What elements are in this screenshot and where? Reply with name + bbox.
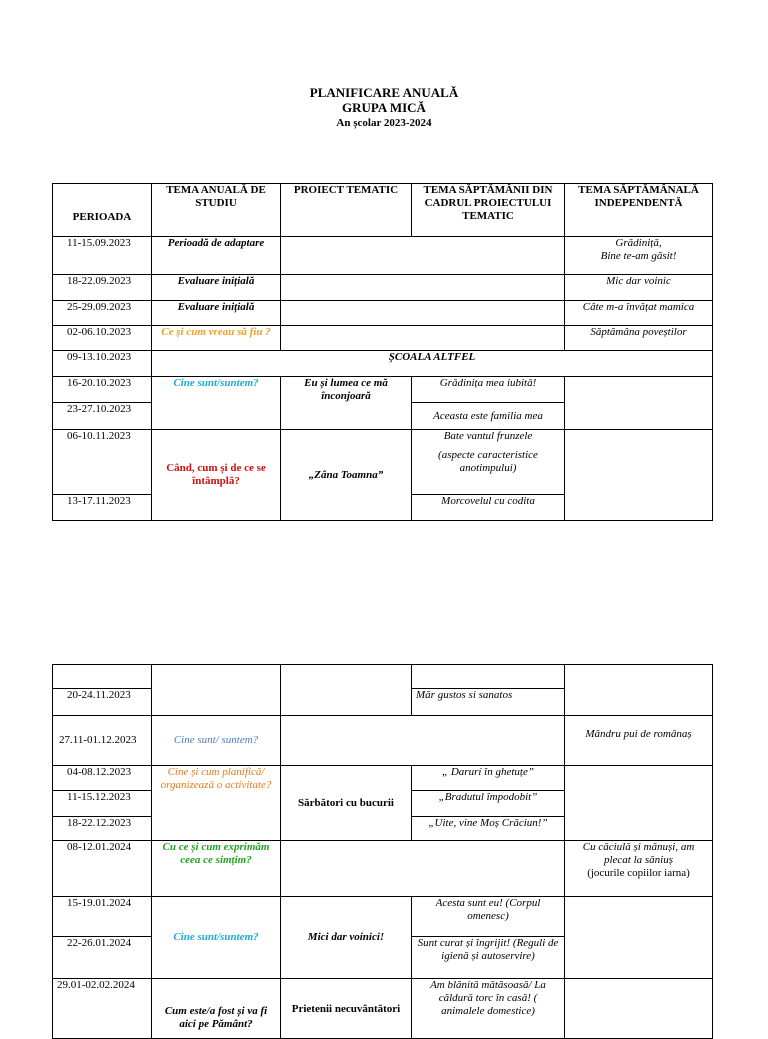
period-cell: 18-22.09.2023 (53, 275, 152, 301)
planning-table-2 (52, 664, 713, 1039)
table-row (53, 897, 713, 937)
independent-theme-line: Grădiniță, (615, 237, 662, 249)
school-year: An școlar 2023-2024 (336, 117, 432, 129)
week-theme-cell: Am blănită mătăsoasă/ La căldură torc în casă! ( animalele domestice) (412, 979, 565, 1039)
empty-cell (152, 665, 281, 716)
annual-theme-cell: Când, cum și de ce se întâmplă? (152, 430, 281, 521)
annual-theme-cell: Cu ce și cum exprimăm ceea ce simțim? (152, 841, 281, 897)
table-row (53, 301, 713, 326)
header-annual-theme: TEMA ANUALĂ DE STUDIU (152, 184, 281, 237)
header-period: PERIOADA (53, 184, 152, 237)
annual-theme-cell: Cum este/a fost și va fi aici pe Pământ? (152, 979, 281, 1039)
table-row (53, 979, 713, 1039)
annual-theme-cell: Cine sunt/suntem? (152, 897, 281, 979)
header-independent-theme: TEMA SĂPTĂMÂNALĂ INDEPENDENTĂ (565, 184, 713, 237)
empty-cell (412, 665, 565, 689)
project-cell: Eu și lumea ce mă înconjoară (281, 377, 412, 430)
independent-theme-cell: Mic dar voinic (565, 275, 713, 301)
week-theme-cell: „Bradutul împodobit” (412, 791, 565, 817)
table-row (53, 841, 713, 897)
week-theme-cell: Grădinița mea iubită! (412, 377, 565, 403)
week-theme-cell (412, 430, 565, 495)
table-row (53, 351, 713, 377)
period-cell: 16-20.10.2023 (53, 377, 152, 403)
independent-theme-cell: Săptămâna poveștilor (565, 326, 713, 351)
empty-cell (281, 237, 565, 275)
independent-theme-cell: Câte m-a învățat mamica (565, 301, 713, 326)
annual-theme-cell: Evaluare inițială (152, 275, 281, 301)
empty-cell (281, 301, 565, 326)
independent-theme-line: (jocurile copiilor iarna) (587, 867, 690, 879)
period-cell: 29.01-02.02.2024 (53, 979, 152, 1039)
table-row (53, 766, 713, 791)
week-theme-cell: Sunt curat și îngrijit! (Reguli de igienă și autoservire) (412, 937, 565, 979)
annual-theme-cell: Evaluare inițială (152, 301, 281, 326)
project-cell: Prietenii necuvântători (281, 979, 412, 1039)
empty-cell (565, 665, 713, 716)
project-cell: Mici dar voinici! (281, 897, 412, 979)
empty-cell (53, 665, 152, 689)
table-row (53, 237, 713, 275)
empty-cell (565, 979, 713, 1039)
annual-theme-cell: Cine sunt/ suntem? (152, 716, 281, 766)
independent-theme-cell: Mândru pui de românaș (565, 716, 713, 766)
period-cell: 15-19.01.2024 (53, 897, 152, 937)
annual-theme-cell: Cine sunt/suntem? (152, 377, 281, 430)
table-row (53, 716, 713, 766)
planning-table-1 (52, 183, 713, 521)
period-cell: 18-22.12.2023 (53, 817, 152, 841)
period-cell: 02-06.10.2023 (53, 326, 152, 351)
empty-cell (281, 716, 565, 766)
period-cell: 11-15.12.2023 (53, 791, 152, 817)
period-cell: 22-26.01.2024 (53, 937, 152, 979)
empty-cell (281, 665, 412, 716)
period-cell: 25-29.09.2023 (53, 301, 152, 326)
table-row (53, 377, 713, 403)
week-theme-cell: Aceasta este familia mea (412, 403, 565, 430)
empty-cell (565, 766, 713, 841)
table-row (53, 665, 713, 689)
document-title: PLANIFICARE ANUALĂ (309, 85, 459, 100)
annual-theme-cell: Cine și cum planifică/ organizează o activitate? (152, 766, 281, 841)
header-project: PROIECT TEMATIC (281, 184, 412, 237)
empty-cell (565, 430, 713, 521)
table-header-row (53, 184, 713, 237)
week-theme-cell: Acesta sunt eu! (Corpul omenesc) (412, 897, 565, 937)
week-theme-cell: Morcovelul cu codita (412, 495, 565, 521)
table-row (53, 275, 713, 301)
empty-cell (281, 275, 565, 301)
period-cell: 13-17.11.2023 (53, 495, 152, 521)
empty-cell (565, 377, 713, 430)
project-cell: „Zâna Toamna” (281, 430, 412, 521)
period-cell: 20-24.11.2023 (53, 689, 152, 716)
period-cell: 23-27.10.2023 (53, 403, 152, 430)
table-row (53, 430, 713, 495)
period-cell: 11-15.09.2023 (53, 237, 152, 275)
empty-cell (565, 897, 713, 979)
week-theme-cell: „Uite, vine Moș Crăciun!” (412, 817, 565, 841)
period-cell: 09-13.10.2023 (53, 351, 152, 377)
period-cell: 04-08.12.2023 (53, 766, 152, 791)
independent-theme-cell (565, 237, 713, 275)
week-theme-cell: Măr gustos si sanatos (412, 689, 565, 716)
project-cell: Sărbători cu bucurii (281, 766, 412, 841)
period-cell: 06-10.11.2023 (53, 430, 152, 495)
independent-theme-cell (565, 841, 713, 897)
independent-theme-line: Bine te-am găsit! (600, 250, 677, 262)
empty-cell (281, 326, 565, 351)
independent-theme-line: Cu căciulă și mănuși, am plecat la săniuș (582, 841, 695, 866)
annual-theme-cell: Ce și cum vreau să fiu ? (152, 326, 281, 351)
school-altfel-cell: ȘCOALA ALTFEL (152, 351, 713, 377)
header-week-theme: TEMA SĂPTĂMÂNII DIN CADRUL PROIECTULUI TEMATIC (412, 184, 565, 237)
group-title: GRUPA MICĂ (342, 100, 426, 115)
week-theme-line: Bate vantul frunzele (443, 430, 533, 442)
table-row (53, 326, 713, 351)
period-cell: 08-12.01.2024 (53, 841, 152, 897)
empty-cell (281, 841, 565, 897)
annual-theme-cell: Perioadă de adaptare (152, 237, 281, 275)
week-theme-cell: „ Darurí în ghetuțe” (412, 766, 565, 791)
period-cell: 27.11-01.12.2023 (53, 716, 152, 766)
week-theme-line: (aspecte caracteristice anotimpului) (438, 449, 538, 474)
